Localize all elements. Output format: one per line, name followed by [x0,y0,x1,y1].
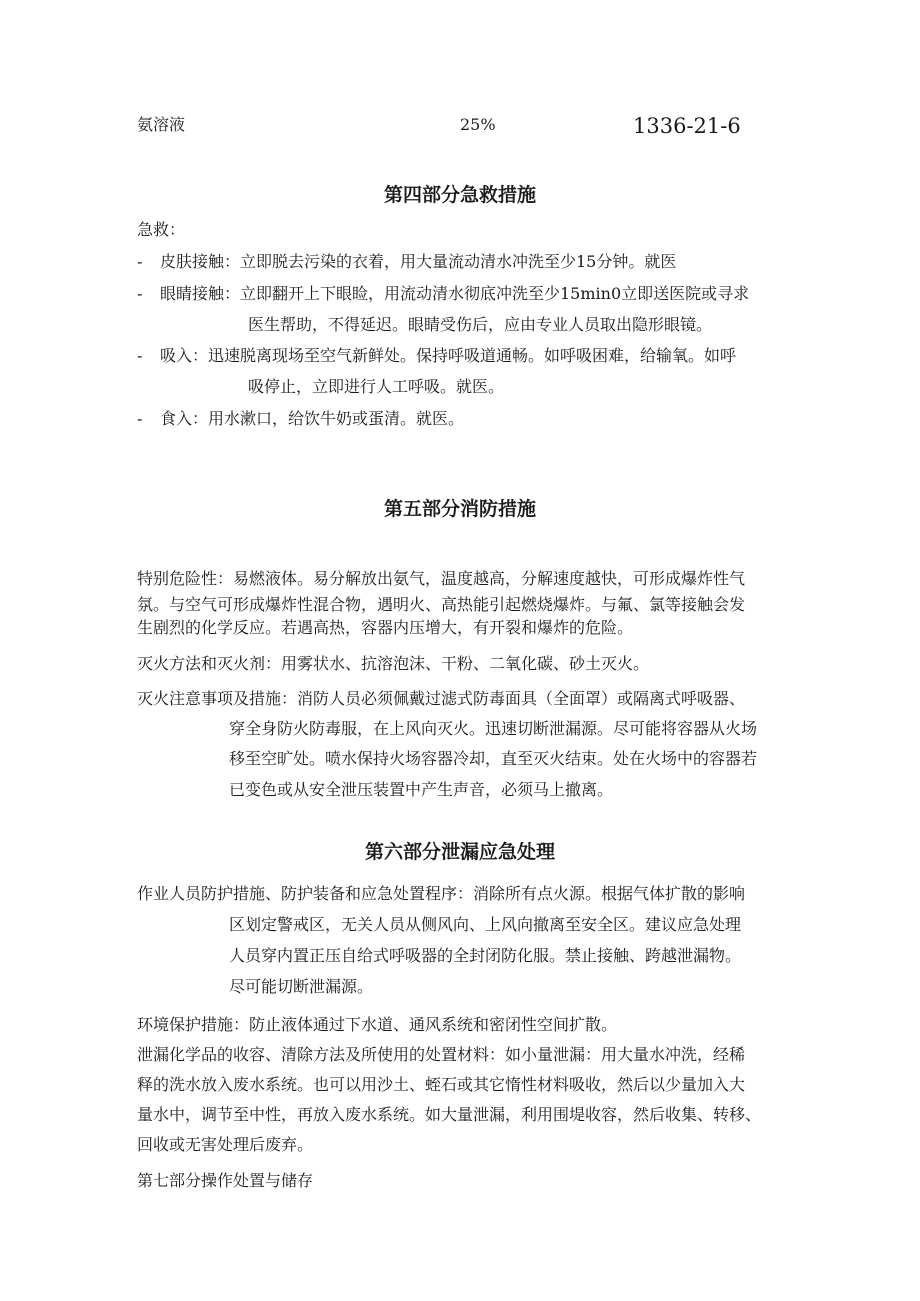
personnel-protection-text: 区划定警戒区，无关人员从侧风向、上风向撤离至安全区。建议应急处理 [229,915,742,934]
bullet-dash: - [137,409,143,428]
section4-title: 第四部分急救措施 [383,184,536,206]
firefighting-precaution-text: 移至空旷处。喷水保持火场容器冷却，直至灭火结束。处在火场中的容器若 [229,749,758,768]
cleanup-text: 泄漏化学品的收容、清除方法及所使用的处置材料：如小量泄漏：用大量水冲洗，经稀 [137,1045,746,1064]
section6-title: 第六部分泄漏应急处理 [364,841,555,863]
bullet-dash: - [137,346,143,365]
ingestion-text: 食入：用水漱口，给饮牛奶或蛋清。就医。 [160,409,465,428]
environment-protection-text: 环境保护措施：防止液体通过下水道、通风系统和密闭性空间扩散。 [137,1015,618,1034]
hazard-text: 特别危险性：易燃液体。易分解放出氨气，温度越高，分解速度越快，可形成爆炸性气 [137,569,746,588]
cleanup-text: 量水中，调节至中性，再放入废水系统。如大量泄漏，利用围堤收容，然后收集、转移、 [137,1105,762,1124]
component-cas: 1336-21-6 [633,114,741,138]
first-aid-intro: 急救： [137,220,186,239]
eye-contact-text: 眼睛接触：立即翻开上下眼睑，用流动清水彻底冲洗至少15min0立即送医院或寻求 [160,284,750,303]
eye-contact-text-cont: 医生帮助，不得延迟。眼睛受伤后，应由专业人员取出隐形眼镜。 [248,315,713,334]
firefighting-precaution-text: 已变色或从安全泄压装置中产生声音，必须马上撤离。 [229,780,614,799]
component-name: 氨溶液 [137,115,186,134]
inhalation-text-cont: 吸停止，立即进行人工呼吸。就医。 [248,377,505,396]
component-concentration: 25% [460,115,496,134]
section7-title: 第七部分操作处置与储存 [137,1171,314,1190]
cleanup-text: 释的洗水放入废水系统。也可以用沙土、蛭石或其它惰性材料吸收，然后以少量加入大 [137,1075,746,1094]
personnel-protection-text: 作业人员防护措施、防护装备和应急处置程序：消除所有点火源。根据气体扩散的影响 [137,884,746,903]
inhalation-text: 吸入：迅速脱离现场至空气新鲜处。保持呼吸道通畅。如呼吸困难，给输氧。如呼 [160,346,737,365]
cleanup-text: 回收或无害处理后废弃。 [137,1135,314,1154]
section5-title: 第五部分消防措施 [383,498,536,520]
hazard-text: 生剧烈的化学反应。若遇高热，容器内压增大，有开裂和爆炸的危险。 [137,618,634,637]
skin-contact-text: 皮肤接触：立即脱去污染的衣着，用大量流动清水冲洗至少15分钟。就医 [160,252,677,271]
firefighting-precaution-text: 穿全身防火防毒服，在上风向灭火。迅速切断泄漏源。尽可能将容器从火场 [229,719,758,738]
bullet-dash: - [137,284,143,303]
personnel-protection-text: 尽可能切断泄漏源。 [229,977,374,996]
bullet-dash: - [137,252,143,271]
firefighting-precaution-text: 灭火注意事项及措施：消防人员必须佩戴过滤式防毒面具（全面罩）或隔离式呼吸器、 [137,689,746,708]
hazard-text: 氛。与空气可形成爆炸性混合物，遇明火、高热能引起燃烧爆炸。与氟、氯等接触会发 [137,595,746,614]
personnel-protection-text: 人员穿内置正压自给式呼吸器的全封闭防化服。禁止接触、跨越泄漏物。 [229,946,742,965]
extinguishing-media-text: 灭火方法和灭火剂：用雾状水、抗溶泡沫、干粉、二氧化碳、砂土灭火。 [137,654,650,673]
